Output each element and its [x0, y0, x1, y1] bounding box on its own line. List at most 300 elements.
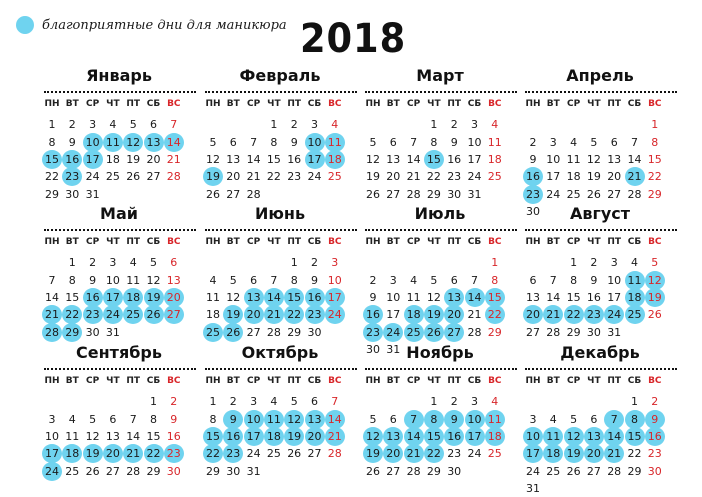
calendar-day: 9	[590, 273, 598, 287]
favorable-day: 12	[284, 411, 304, 428]
weekday-header: ПН	[525, 99, 541, 109]
month-name: Июль	[414, 204, 466, 223]
favorable-day: 12	[363, 428, 383, 445]
calendar-day: 4	[68, 412, 76, 426]
calendar-day: 5	[570, 412, 578, 426]
favorable-day: 18	[123, 289, 143, 306]
calendar-day: 4	[209, 273, 217, 287]
calendar-day: 31	[526, 481, 540, 495]
weekday-header: СБ	[627, 376, 642, 386]
calendar-day: 6	[229, 135, 237, 149]
favorable-day: 24	[42, 463, 62, 480]
calendar-day: 13	[166, 273, 181, 287]
calendar-day: 6	[109, 412, 117, 426]
weekday-header: ПТ	[447, 99, 462, 109]
calendar-day: 4	[410, 273, 418, 287]
calendar-day: 8	[651, 135, 659, 149]
favorable-day: 9	[444, 411, 464, 428]
calendar-day: 12	[226, 290, 241, 304]
calendar-day: 30	[307, 325, 322, 339]
calendar-day: 5	[89, 412, 97, 426]
header-divider	[365, 229, 517, 231]
calendar-day: 6	[590, 412, 598, 426]
favorable-day: 19	[223, 306, 243, 323]
calendar-day: 9	[89, 273, 97, 287]
favorable-day: 13	[305, 411, 325, 428]
calendar-day: 10	[386, 290, 401, 304]
favorable-day: 15	[424, 151, 444, 168]
calendar-day: 27	[226, 187, 241, 201]
calendar-day: 7	[270, 273, 278, 287]
calendar-day: 17	[607, 290, 622, 304]
calendar-day: 9	[290, 135, 298, 149]
calendar-day: 3	[331, 256, 339, 270]
calendar-day: 14	[126, 429, 141, 443]
header-divider	[365, 368, 517, 370]
calendar-day: 10	[546, 152, 561, 166]
calendar-day: 15	[566, 290, 581, 304]
favorable-day: 13	[584, 428, 604, 445]
calendar-day: 2	[450, 395, 458, 409]
favorable-day: 24	[325, 306, 345, 323]
weekday-header: ЧТ	[427, 237, 441, 247]
calendar-day: 22	[647, 170, 662, 184]
calendar-day: 18	[566, 170, 581, 184]
calendar-day: 13	[607, 152, 622, 166]
weekday-header: ПТ	[126, 237, 141, 247]
month-name: Сентябрь	[76, 343, 162, 362]
favorable-day: 11	[485, 411, 505, 428]
favorable-day: 10	[244, 411, 264, 428]
calendar-day: 25	[487, 170, 502, 184]
calendar-day: 9	[68, 135, 76, 149]
favorable-day: 10	[465, 411, 485, 428]
calendar-day: 27	[307, 447, 322, 461]
calendar-day: 5	[209, 135, 217, 149]
weekday-header: ПТ	[447, 376, 462, 386]
calendar-day: 15	[65, 290, 80, 304]
weekday-header: ПТ	[447, 237, 462, 247]
weekday-header: ВС	[328, 99, 342, 109]
calendar-day: 9	[311, 273, 318, 287]
calendar-day: 3	[311, 118, 318, 132]
favorable-day: 20	[523, 306, 543, 323]
calendar-day: 13	[386, 152, 401, 166]
calendar-day: 30	[586, 325, 601, 339]
weekday-header: СР	[406, 376, 421, 386]
calendar-day: 30	[85, 325, 100, 339]
favorable-day: 12	[123, 134, 143, 151]
calendar-day: 21	[166, 152, 181, 166]
calendar-day: 30	[166, 464, 181, 478]
calendar-day: 4	[549, 412, 557, 426]
calendar-day: 30	[447, 187, 462, 201]
header-divider	[525, 91, 677, 93]
calendar-day: 7	[331, 395, 339, 409]
favorable-day: 21	[325, 428, 345, 445]
calendar-day: 9	[170, 412, 178, 426]
favorable-day: 12	[564, 428, 584, 445]
favorable-day: 12	[645, 272, 665, 289]
favorable-day: 7	[604, 411, 624, 428]
favorable-day: 24	[103, 306, 123, 323]
favorable-day: 15	[424, 428, 444, 445]
favorable-day: 21	[604, 445, 624, 462]
weekday-header: ЧТ	[106, 376, 120, 386]
calendar-day: 3	[610, 256, 618, 270]
favorable-day: 14	[604, 428, 624, 445]
weekday-header: СР	[406, 99, 421, 109]
calendar-day: 3	[471, 395, 478, 409]
favorable-day: 18	[625, 289, 645, 306]
favorable-day: 7	[404, 411, 424, 428]
calendar-day: 14	[627, 152, 642, 166]
calendar-day: 3	[89, 118, 97, 132]
favorable-day: 16	[363, 306, 383, 323]
weekday-header: ПТ	[287, 237, 302, 247]
calendar-day: 25	[266, 447, 281, 461]
calendar-day: 10	[607, 273, 622, 287]
month-name: Январь	[86, 66, 152, 85]
weekday-header: ВТ	[65, 99, 79, 109]
calendar-day: 22	[45, 170, 59, 184]
calendar-day: 2	[170, 395, 178, 409]
calendar-day: 21	[406, 170, 421, 184]
calendar-day: 27	[586, 464, 601, 478]
calendar-day: 1	[68, 256, 76, 270]
weekday-header: ПН	[205, 99, 221, 109]
calendar-day: 12	[366, 152, 380, 166]
weekday-header: ВТ	[386, 237, 400, 247]
calendar-day: 30	[226, 464, 241, 478]
calendar-day: 12	[206, 152, 220, 166]
favorable-day: 10	[305, 134, 325, 151]
calendar-day: 30	[647, 464, 662, 478]
calendar-day: 8	[150, 412, 157, 426]
calendar-day: 26	[366, 187, 380, 201]
calendar-day: 26	[287, 447, 302, 461]
calendar-day: 15	[647, 152, 662, 166]
weekday-header: СБ	[467, 376, 482, 386]
favorable-day: 23	[62, 168, 82, 185]
calendar-day: 6	[450, 273, 458, 287]
calendar-day: 7	[48, 273, 56, 287]
calendar-day: 1	[430, 118, 438, 132]
favorable-day: 23	[164, 445, 184, 462]
favorable-day: 8	[625, 411, 645, 428]
weekday-header: СБ	[627, 99, 642, 109]
calendar-day: 28	[246, 187, 261, 201]
calendar-day: 18	[105, 152, 120, 166]
calendar-day: 2	[369, 273, 377, 287]
calendar-day: 28	[406, 187, 421, 201]
weekday-header: ВС	[648, 99, 662, 109]
favorable-day: 22	[203, 445, 223, 462]
weekday-header: ПТ	[607, 376, 622, 386]
calendar-day: 22	[426, 170, 441, 184]
weekday-header: ВТ	[226, 99, 240, 109]
header-divider	[44, 91, 196, 93]
calendar-day: 29	[146, 464, 161, 478]
calendar-day: 5	[290, 395, 298, 409]
calendar-day: 16	[166, 429, 181, 443]
weekday-header: ПН	[365, 99, 381, 109]
favorable-day: 17	[103, 289, 123, 306]
favorable-day: 22	[485, 306, 505, 323]
calendar-day: 3	[109, 256, 117, 270]
weekday-header: ПН	[44, 237, 60, 247]
header-divider	[44, 229, 196, 231]
favorable-day: 13	[244, 289, 264, 306]
weekday-header: ЧТ	[106, 237, 120, 247]
weekday-header: ПТ	[126, 99, 141, 109]
weekday-header: ВТ	[546, 237, 560, 247]
weekday-header: ПН	[205, 376, 221, 386]
favorable-day: 14	[325, 411, 345, 428]
legend	[16, 14, 287, 36]
calendar-day: 5	[590, 135, 598, 149]
calendar-day: 8	[68, 273, 76, 287]
legend-label: благоприятные дни для маникюра	[42, 17, 287, 33]
calendar-day: 7	[129, 412, 137, 426]
calendar-day: 20	[386, 170, 401, 184]
favorable-day: 23	[83, 306, 103, 323]
weekday-header: ВС	[648, 237, 662, 247]
calendar-day: 31	[105, 325, 120, 339]
favorable-day: 24	[383, 324, 403, 341]
favorable-day: 11	[103, 134, 123, 151]
calendar-day: 27	[526, 325, 540, 339]
calendar-day: 25	[65, 464, 80, 478]
year-title: 2018	[300, 16, 407, 62]
header-divider	[205, 368, 357, 370]
weekday-header: СР	[566, 376, 581, 386]
calendar-day: 16	[586, 290, 601, 304]
weekday-header: ЧТ	[267, 376, 281, 386]
weekday-header: ПН	[525, 237, 541, 247]
calendar-day: 1	[651, 118, 659, 132]
weekday-header: ВС	[488, 99, 502, 109]
favorable-day: 27	[164, 306, 184, 323]
favorable-day: 21	[625, 168, 645, 185]
calendar-day: 6	[389, 412, 397, 426]
favorable-day: 17	[305, 151, 325, 168]
calendar-day: 4	[491, 118, 499, 132]
calendar-day: 22	[627, 447, 642, 461]
calendar-day: 2	[229, 395, 237, 409]
calendar-day: 12	[146, 273, 161, 287]
calendar-day: 8	[430, 135, 438, 149]
favorable-day: 21	[42, 306, 62, 323]
calendar-day: 30	[65, 187, 80, 201]
weekday-header: СР	[246, 237, 261, 247]
calendar-day: 31	[607, 325, 622, 339]
calendar-day: 8	[270, 135, 278, 149]
calendar-day: 8	[209, 412, 217, 426]
calendar-day: 4	[570, 135, 578, 149]
calendar-day: 1	[150, 395, 157, 409]
calendar-day: 2	[651, 395, 659, 409]
favorable-day: 17	[523, 445, 543, 462]
calendar-day: 18	[487, 152, 502, 166]
favorable-day: 11	[625, 272, 645, 289]
header-divider	[205, 91, 357, 93]
favorable-day: 19	[83, 445, 103, 462]
favorable-day: 17	[465, 428, 485, 445]
calendar-day: 21	[246, 170, 261, 184]
weekday-header: СБ	[627, 237, 642, 247]
calendar-day: 29	[206, 464, 220, 478]
calendar-day: 25	[327, 170, 342, 184]
weekday-header: ВС	[648, 376, 662, 386]
favorable-day: 16	[444, 428, 464, 445]
favorable-day: 21	[123, 445, 143, 462]
calendar-day: 3	[250, 395, 258, 409]
favorable-day: 11	[543, 428, 563, 445]
calendar-day: 3	[48, 412, 56, 426]
favorable-day: 11	[325, 134, 345, 151]
favorable-day: 23	[223, 445, 243, 462]
calendar-day: 11	[126, 273, 141, 287]
calendar-day: 10	[45, 429, 59, 443]
favorable-day: 22	[144, 445, 164, 462]
calendar-day: 29	[627, 464, 642, 478]
weekday-header: СР	[566, 99, 581, 109]
month-name: Май	[100, 204, 138, 223]
calendar-day: 7	[471, 273, 478, 287]
calendar-day: 23	[287, 170, 302, 184]
weekday-header: ВС	[488, 376, 502, 386]
calendar-day: 6	[529, 273, 537, 287]
calendar-day: 31	[386, 342, 401, 356]
favorable-day: 22	[284, 306, 304, 323]
favorable-day: 25	[203, 324, 223, 341]
calendar-day: 3	[471, 118, 478, 132]
calendar-day: 6	[389, 135, 397, 149]
favorable-day: 11	[264, 411, 284, 428]
weekday-header: ВТ	[386, 99, 400, 109]
month-name: Октябрь	[241, 343, 319, 362]
calendar-day: 1	[570, 256, 578, 270]
calendar-day: 11	[406, 290, 421, 304]
calendar-day: 26	[366, 464, 380, 478]
favorable-day: 17	[42, 445, 62, 462]
calendar-day: 23	[447, 170, 462, 184]
calendar-day: 8	[491, 273, 499, 287]
calendar-day: 27	[246, 325, 261, 339]
calendar-day: 15	[146, 429, 161, 443]
calendar-day: 12	[85, 429, 100, 443]
calendar-day: 3	[389, 273, 397, 287]
weekday-header: ВТ	[546, 376, 560, 386]
calendar-day: 28	[166, 170, 181, 184]
favorable-day: 24	[604, 306, 624, 323]
calendar-day: 7	[631, 135, 638, 149]
favorable-day: 21	[264, 306, 284, 323]
calendar-day: 25	[487, 447, 502, 461]
favorable-day: 25	[123, 306, 143, 323]
calendar-day: 29	[45, 187, 59, 201]
weekday-header: СБ	[146, 237, 161, 247]
calendar-day: 26	[586, 187, 601, 201]
calendar-day: 4	[491, 395, 499, 409]
favorable-day: 20	[305, 428, 325, 445]
weekday-header: СР	[406, 237, 421, 247]
favorable-day: 19	[144, 289, 164, 306]
favorable-day: 18	[543, 445, 563, 462]
weekday-header: ПТ	[287, 376, 302, 386]
calendar-day: 7	[170, 118, 178, 132]
calendar-day: 29	[426, 187, 441, 201]
weekday-header: ВС	[328, 237, 342, 247]
favorable-day: 26	[424, 324, 444, 341]
favorable-day: 20	[103, 445, 123, 462]
weekday-header: ПТ	[607, 237, 622, 247]
calendar-day: 24	[546, 187, 561, 201]
header-divider	[365, 91, 517, 93]
calendar-day: 13	[526, 290, 540, 304]
calendar-day: 28	[467, 325, 482, 339]
calendar-day: 24	[246, 447, 261, 461]
calendar-day: 5	[430, 273, 438, 287]
favorable-day: 20	[444, 306, 464, 323]
calendar-day: 29	[287, 325, 302, 339]
favorable-day: 14	[264, 289, 284, 306]
favorable-day: 10	[523, 428, 543, 445]
favorable-day: 19	[424, 306, 444, 323]
favorable-day: 14	[465, 289, 485, 306]
calendar-day: 11	[566, 152, 581, 166]
favorable-day: 15	[485, 289, 505, 306]
calendar-day: 16	[447, 152, 462, 166]
weekday-header: ВТ	[226, 376, 240, 386]
favorable-day: 27	[444, 324, 464, 341]
calendar-day: 16	[287, 152, 302, 166]
calendar-day: 23	[647, 447, 662, 461]
calendar-day: 1	[48, 118, 56, 132]
calendar-day: 31	[467, 187, 482, 201]
weekday-header: ЧТ	[267, 237, 281, 247]
favorable-day: 19	[203, 168, 223, 185]
calendar-day: 30	[526, 204, 540, 218]
calendar-day: 27	[386, 464, 401, 478]
calendar-day: 3	[529, 412, 537, 426]
calendar-day: 7	[410, 135, 418, 149]
calendar-day: 2	[290, 118, 298, 132]
calendar-day: 15	[266, 152, 281, 166]
favorable-day: 16	[645, 428, 665, 445]
favorable-day: 23	[584, 306, 604, 323]
month-name: Апрель	[566, 66, 634, 85]
calendar-day: 25	[566, 187, 581, 201]
weekday-header: ЧТ	[587, 237, 601, 247]
header-divider	[205, 229, 357, 231]
weekday-header: ПН	[44, 376, 60, 386]
weekday-header: ПТ	[607, 99, 622, 109]
favorable-day: 20	[244, 306, 264, 323]
favorable-day: 17	[325, 289, 345, 306]
calendar-day: 23	[447, 447, 462, 461]
favorable-day-swatch	[16, 16, 34, 34]
month-name: Март	[416, 66, 464, 85]
favorable-day: 23	[363, 324, 383, 341]
calendar-day: 26	[85, 464, 100, 478]
calendar-day: 2	[590, 256, 598, 270]
weekday-header: ЧТ	[587, 376, 601, 386]
favorable-day: 13	[444, 289, 464, 306]
calendar-day: 2	[68, 118, 76, 132]
calendar-day: 8	[48, 135, 56, 149]
